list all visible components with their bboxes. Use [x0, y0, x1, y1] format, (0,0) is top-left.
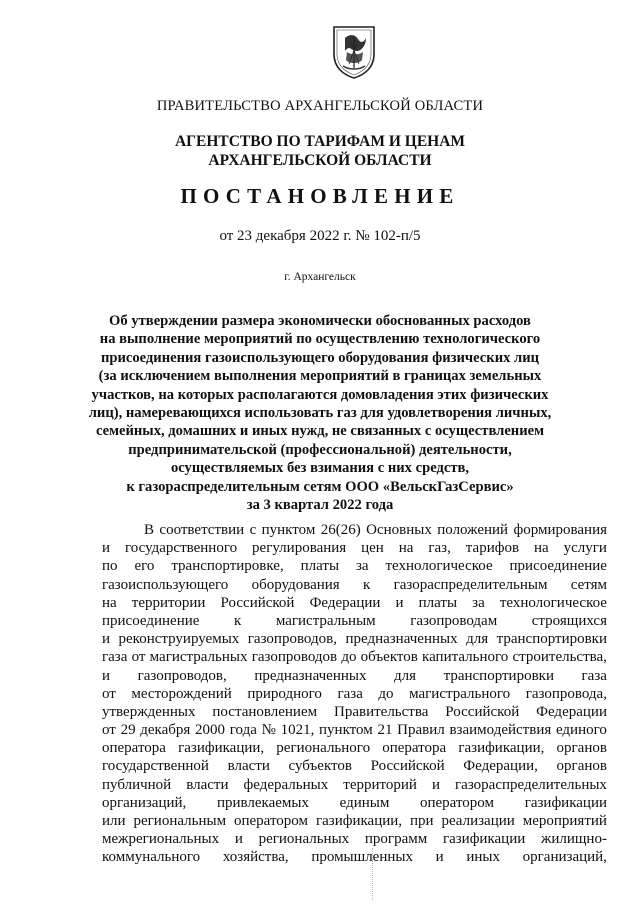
title-line: осуществляемых без взимания с них средств,: [170, 460, 470, 477]
word: 29: [120, 722, 136, 739]
word: федеральных: [243, 776, 329, 793]
word: Основных: [366, 522, 432, 538]
body-line: [102, 685, 607, 703]
body-line: [102, 703, 607, 721]
word: организаций,: [522, 849, 607, 866]
word: предназначенных: [345, 631, 458, 648]
title-line: к газораспределительным сетям ООО «ВельскГазСервис»: [126, 478, 514, 495]
word: газификации,: [178, 740, 265, 757]
word: оператором: [234, 813, 309, 829]
body-line: [102, 848, 607, 866]
word: газораспределительных: [455, 776, 607, 793]
title-line: Об утверждении размера экономически обоснованных расходов: [109, 313, 531, 329]
word: оператором: [420, 794, 495, 811]
word: газопроводов: [251, 649, 338, 666]
body-line: [102, 612, 607, 630]
body-line: [102, 594, 607, 612]
word: по: [102, 558, 118, 575]
word: газоиспользующего: [102, 576, 229, 593]
word: и: [102, 540, 111, 557]
word: пунктом: [319, 722, 373, 739]
word: власти: [186, 776, 229, 793]
word: и: [102, 631, 111, 648]
word: В: [144, 522, 155, 538]
word: реализации: [441, 813, 515, 829]
word: газораспределительным: [393, 576, 548, 593]
word: от: [131, 649, 146, 666]
word: на: [533, 540, 549, 557]
word: хозяйства,: [222, 849, 289, 866]
word: газификации: [442, 831, 526, 848]
word: субъектов: [288, 758, 352, 775]
word: транспортировке,: [171, 558, 284, 575]
word: газопроводов,: [137, 667, 227, 684]
word: иных: [466, 849, 500, 866]
word: территорий: [343, 776, 417, 793]
word: транспортировки: [443, 667, 554, 684]
word: услуги: [563, 540, 607, 557]
word: тарифов: [465, 540, 520, 557]
word: предназначенных: [254, 667, 367, 684]
word: месторождений: [131, 685, 232, 702]
word: и: [435, 849, 444, 866]
word: мероприятий: [522, 813, 607, 829]
title-line: за 3 квартал 2022 года: [246, 497, 394, 514]
word: газопроводов,: [247, 631, 337, 648]
government-name: ПРАВИТЕЛЬСТВО АРХАНГЕЛЬСКОЙ ОБЛАСТИ: [156, 98, 484, 114]
word: присоединение: [102, 612, 200, 629]
word: коммунального: [102, 849, 201, 866]
word: регионального: [276, 740, 371, 757]
word: региональным: [133, 813, 227, 829]
word: 2000: [195, 722, 226, 739]
title-line: на выполнение мероприятий по осуществлению технологического: [99, 331, 541, 348]
word: публичной: [102, 776, 172, 793]
word: технологическое: [385, 558, 493, 575]
word: объектов: [360, 649, 418, 666]
word: газификации: [524, 794, 607, 811]
word: государственного: [124, 540, 238, 557]
word: территории: [131, 594, 206, 611]
title-line: лиц), намеревающихся использовать газ для удовлетворения личных,: [88, 405, 552, 422]
city: г. Архангельск: [284, 271, 356, 283]
date-and-number: от 23 декабря 2022 г. № 102-п/5: [219, 228, 421, 244]
word: к: [362, 576, 371, 593]
word: газа: [337, 685, 363, 702]
word: сетям: [570, 576, 607, 593]
document-title: [0, 312, 640, 514]
title-line: предпринимательской (профессиональной) деятельности,: [128, 441, 512, 458]
word: промышленных: [311, 849, 413, 866]
title-line: участков, на которых располагаются домовладения этих физических: [91, 386, 549, 403]
word: соответствии: [159, 522, 245, 538]
body-line: [102, 576, 607, 594]
word: от: [102, 685, 116, 702]
word: газопроводам: [410, 612, 498, 629]
word: года: [229, 722, 257, 739]
body-line: [102, 667, 607, 685]
word: 21: [377, 722, 393, 739]
word: Правительства: [334, 703, 429, 720]
word: Российской: [220, 594, 295, 611]
page-mark: [372, 848, 373, 900]
word: на: [102, 594, 117, 611]
body-line: [102, 812, 607, 830]
word: оператора: [102, 740, 166, 757]
word: газопровода,: [525, 685, 607, 702]
title-line: семейных, домашних и иных нужд, не связанных с осуществлением: [95, 423, 545, 440]
word: до: [341, 649, 357, 666]
word: единого: [555, 722, 607, 739]
word: газификации,: [458, 740, 545, 757]
word: платы: [300, 558, 340, 575]
body-line: [102, 739, 607, 757]
body-line: [102, 757, 607, 775]
word: Российской: [370, 758, 445, 775]
word: и: [234, 831, 243, 848]
word: на: [398, 540, 414, 557]
word: формирования: [513, 522, 607, 538]
word: газ,: [428, 540, 451, 557]
word: власти: [227, 758, 270, 775]
word: региональных: [258, 831, 350, 848]
body-line: [102, 521, 607, 539]
word: от: [102, 722, 116, 739]
word: №: [261, 722, 276, 739]
word: для: [394, 667, 417, 684]
word: за: [355, 558, 369, 575]
word: к: [233, 612, 242, 629]
word: оператора: [382, 740, 447, 757]
word: взаимодействия: [449, 722, 552, 739]
word: магистральных: [149, 649, 248, 666]
title-line: присоединения газоиспользующего оборудования физических лиц: [100, 349, 540, 366]
word: для: [466, 631, 489, 648]
word: положений: [437, 522, 509, 538]
body-line: [102, 830, 607, 848]
word: жилищно-: [540, 831, 607, 848]
word: реконструируемых: [118, 631, 240, 648]
word: его: [134, 558, 155, 575]
body-line: [102, 539, 607, 557]
word: постановлением: [212, 703, 318, 720]
word: Федерации: [309, 594, 381, 611]
word: утвержденных: [102, 703, 196, 720]
word: и: [102, 667, 111, 684]
word: строящихся: [531, 612, 607, 629]
word: транспортировки: [496, 631, 607, 648]
word: привлекаемых: [216, 794, 309, 811]
word: пунктом: [261, 522, 316, 538]
word: органов: [556, 758, 607, 775]
word: за: [472, 594, 485, 611]
title-line: (за исключением выполнения мероприятий в границах земельных: [98, 368, 542, 385]
document-type: ПОСТАНОВЛЕНИЕ: [180, 184, 460, 208]
word: и: [395, 594, 404, 611]
word: Российской: [445, 703, 520, 720]
word: регулирования: [252, 540, 347, 557]
word: единым: [339, 794, 390, 811]
word: и: [431, 776, 440, 793]
word: платы: [418, 594, 458, 611]
word: газа: [581, 667, 607, 684]
agency-name: [0, 132, 640, 170]
document-body: [102, 521, 607, 867]
body-line: [102, 794, 607, 812]
word: строительства,: [512, 649, 607, 666]
word: Правил: [397, 722, 445, 739]
word: магистральным: [275, 612, 376, 629]
word: 26(26): [320, 522, 361, 538]
word: государственной: [102, 758, 209, 775]
body-line: [102, 648, 607, 666]
body-line: [102, 630, 607, 648]
word: или: [102, 813, 126, 829]
word: Федерации: [536, 703, 607, 720]
word: магистрального: [409, 685, 511, 702]
word: технологическое: [499, 594, 607, 611]
word: газификации,: [315, 813, 403, 829]
word: газа: [102, 649, 128, 666]
agency-name-line-2: АРХАНГЕЛЬСКОЙ ОБЛАСТИ: [208, 152, 432, 169]
word: оборудования: [251, 576, 340, 593]
word: цен: [361, 540, 384, 557]
word: организаций,: [102, 794, 187, 811]
agency-name-line-1: АГЕНТСТВО ПО ТАРИФАМ И ЦЕНАМ: [174, 133, 466, 150]
body-line: [102, 721, 607, 739]
body-line: [102, 557, 607, 575]
word: межрегиональных: [102, 831, 220, 848]
word: органов: [556, 740, 607, 757]
word: с: [249, 522, 257, 538]
body-line: [102, 776, 607, 794]
word: присоединение: [509, 558, 607, 575]
word: Федерации,: [463, 758, 538, 775]
word: 1021,: [280, 722, 315, 739]
word: природного: [247, 685, 322, 702]
word: декабря: [140, 722, 191, 739]
word: при: [409, 813, 434, 829]
word: программ: [364, 831, 428, 848]
word: капитального: [422, 649, 509, 666]
coat-of-arms-icon: [331, 24, 377, 80]
word: до: [378, 685, 394, 702]
